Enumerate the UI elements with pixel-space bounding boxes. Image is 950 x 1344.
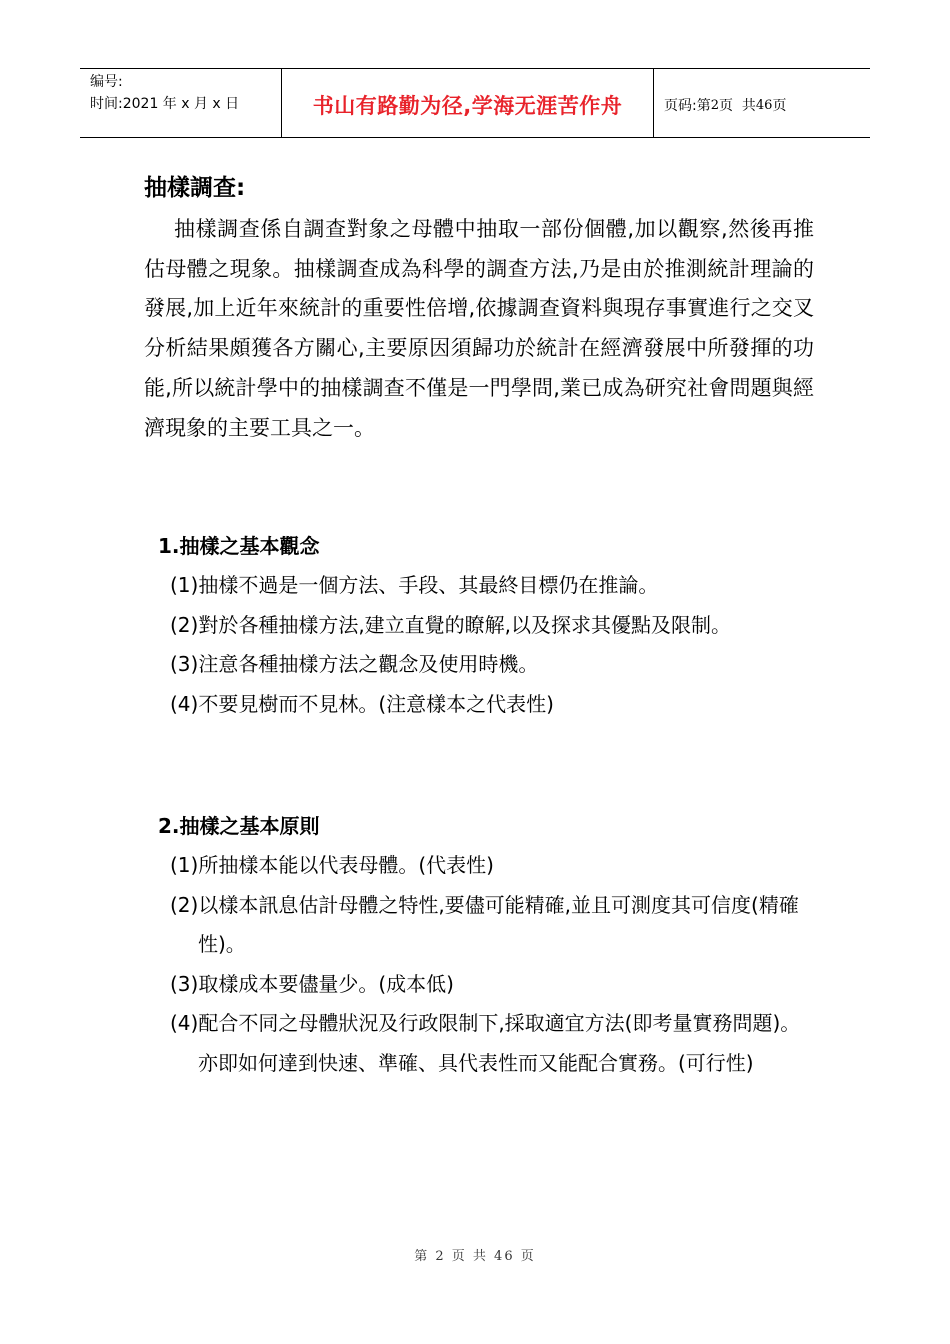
list-item: (3)取樣成本要儘量少。(成本低) <box>170 971 454 996</box>
page-label-mid: 页 共 <box>719 98 756 114</box>
section1-title: 1.抽樣之基本觀念 <box>158 534 320 558</box>
document-date-label: 时间:2021 年 x 月 x 日 <box>90 96 240 112</box>
section-basic-concepts <box>144 531 814 724</box>
document-number-label: 编号: <box>90 74 123 90</box>
section2-title: 2.抽樣之基本原則 <box>158 814 320 838</box>
page-footer: 第 2 页 共 46 页 <box>414 1249 536 1264</box>
header-motto: 书山有路勤为径,学海无涯苦作舟 <box>282 69 654 137</box>
intro-title: 抽樣調查: <box>144 175 246 201</box>
intro-section <box>144 170 814 448</box>
page-total: 46 <box>755 97 773 113</box>
page-current: 2 <box>710 97 719 113</box>
page-label-prefix: 页码:第 <box>664 98 711 114</box>
list-item: (2)對於各種抽樣方法,建立直覺的瞭解,以及探求其優點及限制。 <box>170 612 732 637</box>
list-item: (1)所抽樣本能以代表母體。(代表性) <box>170 853 494 877</box>
section-basic-principles <box>144 811 814 1083</box>
list-item: (1)抽樣不過是一個方法、手段、其最終目標仍在推論。 <box>170 573 659 597</box>
intro-paragraph: 抽樣調查係自調查對象之母體中抽取一部份個體,加以觀察,然後再推估母體之現象。抽樣調查成為科學的調查方法,乃是由於推測統計理論的發展,加上近年來統計的重要性倍增,依據調查資料與現存事實進行之交叉分析結果頗獲各方關心,主要原因須歸功於統計在經濟發展中所發揮的功能,所以統計學中的抽樣調查不僅是一門學問,業已成為研究社會問題與經濟現象的主要工具之一。 <box>144 217 814 440</box>
document-header <box>80 68 870 138</box>
list-item: (4)配合不同之母體狀況及行政限制下,採取適宜方法(即考量實務問題)。亦即如何達到快速、準確、具代表性而又能配合實務。(可行性) <box>170 1011 801 1075</box>
page-label-suffix: 页 <box>772 98 787 114</box>
header-meta <box>80 69 282 137</box>
list-item: (3)注意各種抽樣方法之觀念及使用時機。 <box>170 652 539 676</box>
header-page-info <box>654 69 870 137</box>
list-item: (4)不要見樹而不見林。(注意樣本之代表性) <box>170 691 554 716</box>
list-item: (2)以樣本訊息估計母體之特性,要儘可能精確,並且可測度其可信度(精確性)。 <box>170 892 799 956</box>
